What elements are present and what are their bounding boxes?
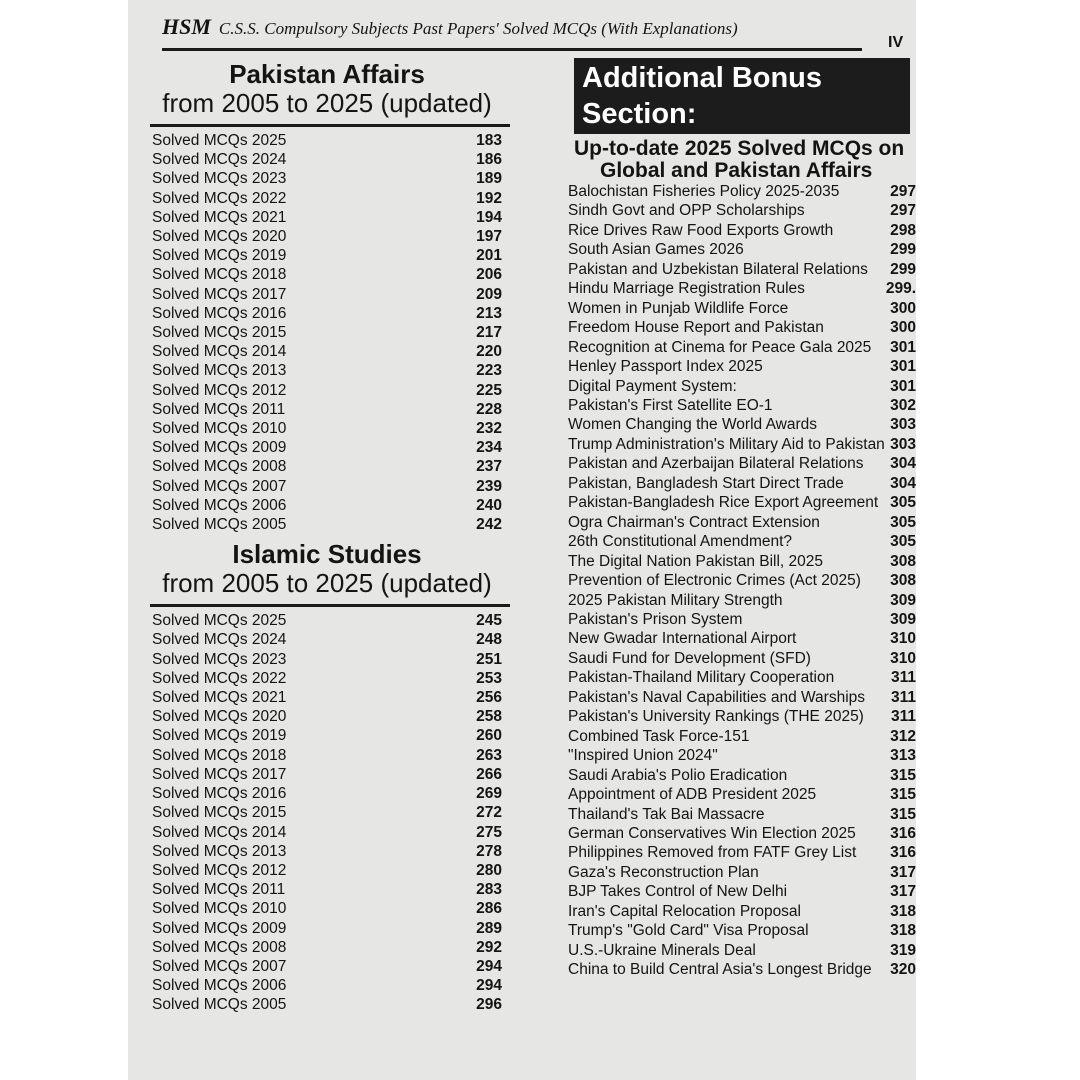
toc-entry-page: 286 <box>476 900 502 918</box>
toc-entry-label: Digital Payment System: <box>568 377 737 395</box>
toc-entry <box>560 824 916 843</box>
toc-entry <box>142 400 502 419</box>
toc-entry <box>142 688 502 707</box>
toc-entry <box>560 532 916 551</box>
toc-entry-page: 209 <box>476 285 502 303</box>
toc-entry <box>142 265 502 284</box>
toc-entry <box>560 201 916 220</box>
toc-entry-label: "Inspired Union 2024" <box>568 747 718 765</box>
toc-entry-page: 189 <box>476 170 502 188</box>
toc-entry <box>560 921 916 940</box>
toc-entry-page: 315 <box>890 805 916 823</box>
toc-entry-page: 237 <box>476 458 502 476</box>
toc-entry-label: New Gwadar International Airport <box>568 630 797 648</box>
toc-entry <box>142 285 502 304</box>
toc-entry-page: 305 <box>890 513 916 531</box>
bonus-subtitle-line2: Global and Pakistan Affairs <box>600 159 873 182</box>
toc-entry <box>142 803 502 822</box>
toc-entry-page: 304 <box>890 455 916 473</box>
toc-entry <box>560 785 916 804</box>
toc-entry <box>560 805 916 824</box>
toc-entry-label: Solved MCQs 2022 <box>152 669 287 687</box>
toc-entry-label: Solved MCQs 2017 <box>152 285 287 303</box>
toc-entry <box>560 688 916 707</box>
toc-entry <box>560 377 916 396</box>
toc-entry-label: U.S.-Ukraine Minerals Deal <box>568 941 756 959</box>
toc-entry-label: Solved MCQs 2008 <box>152 938 287 956</box>
toc-entry-label: Pakistan's Naval Capabilities and Warships <box>568 688 866 706</box>
toc-entry <box>560 338 916 357</box>
toc-entry <box>142 246 502 265</box>
toc-entry <box>560 221 916 240</box>
toc-entry <box>142 669 502 688</box>
toc-entry-label: Philippines Removed from FATF Grey List <box>568 844 857 862</box>
toc-entry <box>560 843 916 862</box>
toc-entry-page: 242 <box>476 516 502 534</box>
toc-entry-label: Freedom House Report and Pakistan <box>568 319 824 337</box>
toc-entry-label: Saudi Arabia's Polio Eradication <box>568 766 788 784</box>
toc-entry-page: 217 <box>476 324 502 342</box>
toc-entry-label: Solved MCQs 2007 <box>152 957 287 975</box>
toc-entry-page: 315 <box>890 766 916 784</box>
toc-entry-page: 312 <box>890 727 916 745</box>
toc-entry-label: BJP Takes Control of New Delhi <box>568 883 788 901</box>
brand-name: HSM <box>162 14 211 39</box>
toc-entry-page: 183 <box>476 132 502 149</box>
toc-entry <box>142 419 502 438</box>
toc-entry-label: Solved MCQs 2005 <box>152 996 287 1014</box>
pakistan-affairs-list <box>142 131 512 534</box>
book-page <box>128 0 916 1080</box>
toc-entry-label: Pakistan's Prison System <box>568 610 743 628</box>
toc-entry-page: 305 <box>890 533 916 551</box>
toc-entry-page: 308 <box>890 572 916 590</box>
toc-entry <box>560 435 916 454</box>
toc-entry-label: Solved MCQs 2016 <box>152 785 287 803</box>
toc-entry-label: Appointment of ADB President 2025 <box>568 786 817 804</box>
toc-entry <box>560 182 916 201</box>
islamic-studies-list <box>142 611 512 1014</box>
toc-entry <box>560 668 916 687</box>
toc-entry-label: Solved MCQs 2019 <box>152 247 287 265</box>
toc-entry <box>560 279 916 298</box>
toc-entry-page: 294 <box>476 977 502 995</box>
toc-entry-label: Solved MCQs 2020 <box>152 708 287 726</box>
toc-entry-label: Trump Administration's Military Aid to Pakistan <box>568 435 885 453</box>
toc-entry-page: 309 <box>890 610 916 628</box>
toc-entry-label: Solved MCQs 2009 <box>152 919 287 937</box>
toc-entry <box>142 823 502 842</box>
toc-entry-label: Solved MCQs 2011 <box>152 881 286 899</box>
toc-entry <box>560 707 916 726</box>
toc-entry-label: Solved MCQs 2005 <box>152 516 287 534</box>
islamic-studies-subtitle: from 2005 to 2025 (updated) <box>162 568 492 599</box>
toc-entry <box>142 208 502 227</box>
toc-entry-label: Women Changing the World Awards <box>568 416 817 434</box>
toc-entry-label: Solved MCQs 2008 <box>152 458 287 476</box>
toc-entry-label: Solved MCQs 2015 <box>152 804 287 822</box>
toc-entry-label: German Conservatives Win Election 2025 <box>568 824 856 842</box>
toc-entry-page: 240 <box>476 496 502 514</box>
toc-entry <box>560 357 916 376</box>
toc-entry <box>142 938 502 957</box>
toc-entry-page: 316 <box>890 844 916 862</box>
toc-entry <box>142 342 502 361</box>
toc-entry <box>142 861 502 880</box>
toc-entry <box>560 240 916 259</box>
toc-entry-page: 197 <box>476 228 502 246</box>
toc-entry-page: 253 <box>476 669 502 687</box>
toc-entry-label: Henley Passport Index 2025 <box>568 358 763 376</box>
toc-entry <box>142 227 502 246</box>
toc-entry-page: 303 <box>890 416 916 434</box>
toc-entry-label: Solved MCQs 2014 <box>152 343 287 361</box>
toc-entry-label: 26th Constitutional Amendment? <box>568 533 793 551</box>
toc-entry <box>142 957 502 976</box>
toc-entry <box>142 919 502 938</box>
toc-entry-label: Solved MCQs 2021 <box>152 208 287 226</box>
toc-entry-label: Recognition at Cinema for Peace Gala 2025 <box>568 338 872 356</box>
toc-entry <box>142 899 502 918</box>
toc-entry <box>560 766 916 785</box>
toc-entry <box>560 299 916 318</box>
toc-entry-page: 302 <box>890 396 916 414</box>
toc-entry <box>560 863 916 882</box>
toc-entry <box>560 415 916 434</box>
toc-entry <box>142 323 502 342</box>
toc-entry-page: 319 <box>890 941 916 959</box>
toc-entry-page: 260 <box>476 727 502 745</box>
toc-entry-label: Solved MCQs 2010 <box>152 420 287 438</box>
toc-entry-page: 316 <box>890 824 916 842</box>
toc-entry-label: Women in Punjab Wildlife Force <box>568 299 789 317</box>
right-column <box>560 58 916 980</box>
toc-entry-label: Solved MCQs 2019 <box>152 727 287 745</box>
toc-entry-page: 251 <box>476 650 502 668</box>
toc-entry-page: 256 <box>476 689 502 707</box>
toc-entry-page: 269 <box>476 785 502 803</box>
toc-entry <box>142 496 502 515</box>
toc-entry-label: Solved MCQs 2023 <box>152 650 287 668</box>
toc-entry-page: 201 <box>476 247 502 265</box>
bonus-subtitle-line1: Up-to-date 2025 Solved MCQs on <box>574 137 905 160</box>
toc-entry-page: 317 <box>890 883 916 901</box>
toc-entry-page: 310 <box>890 630 916 648</box>
toc-entry-label: 2025 Pakistan Military Strength <box>568 591 783 609</box>
toc-entry-page: 301 <box>890 338 916 356</box>
toc-entry-page: 311 <box>890 688 916 706</box>
toc-entry-label: Solved MCQs 2010 <box>152 900 287 918</box>
toc-entry-label: Pakistan's First Satellite EO-1 <box>568 396 773 414</box>
toc-entry <box>560 882 916 901</box>
toc-entry <box>560 960 916 979</box>
toc-entry-page: 283 <box>476 881 502 899</box>
toc-entry <box>560 454 916 473</box>
toc-entry <box>142 361 502 380</box>
toc-entry-label: Solved MCQs 2022 <box>152 189 287 207</box>
toc-entry-page: 300 <box>890 299 916 317</box>
toc-entry-page: 299 <box>890 241 916 259</box>
toc-entry-label: Solved MCQs 2024 <box>152 631 287 649</box>
toc-entry-page: 298 <box>890 221 916 239</box>
toc-entry-page: 299. <box>885 280 916 298</box>
toc-entry <box>142 515 502 534</box>
toc-entry-page: 272 <box>476 804 502 822</box>
toc-entry-page: 300 <box>890 319 916 337</box>
toc-entry-page: 309 <box>890 591 916 609</box>
toc-entry-label: Combined Task Force-151 <box>568 727 750 745</box>
toc-entry-page: 313 <box>890 747 916 765</box>
toc-entry-label: Solved MCQs 2018 <box>152 746 287 764</box>
toc-entry-label: Solved MCQs 2023 <box>152 170 287 188</box>
toc-entry-label: Iran's Capital Relocation Proposal <box>568 902 801 920</box>
toc-entry-label: Sindh Govt and OPP Scholarships <box>568 202 805 220</box>
toc-entry-label: Solved MCQs 2020 <box>152 228 287 246</box>
toc-entry-page: 294 <box>476 957 502 975</box>
pakistan-affairs-subtitle: from 2005 to 2025 (updated) <box>162 88 492 118</box>
toc-entry-label: South Asian Games 2026 <box>568 241 744 259</box>
toc-entry-label: Solved MCQs 2014 <box>152 823 287 841</box>
toc-entry <box>142 438 502 457</box>
toc-entry-label: Solved MCQs 2006 <box>152 977 287 995</box>
toc-entry-label: Balochistan Fisheries Policy 2025-2035 <box>568 183 840 200</box>
toc-entry-page: 275 <box>476 823 502 841</box>
toc-entry-page: 232 <box>476 420 502 438</box>
toc-entry-page: 225 <box>476 381 502 399</box>
toc-entry-label: Solved MCQs 2011 <box>152 400 286 418</box>
islamic-studies-title: Islamic Studies <box>232 539 422 570</box>
left-column <box>142 60 512 1015</box>
toc-entry-page: 192 <box>476 189 502 207</box>
toc-entry-page: 228 <box>476 400 502 418</box>
toc-entry-page: 289 <box>476 919 502 937</box>
toc-entry <box>560 474 916 493</box>
toc-entry-label: Solved MCQs 2006 <box>152 496 287 514</box>
toc-entry <box>142 995 502 1014</box>
toc-entry-label: China to Build Central Asia's Longest Bridge <box>568 961 872 979</box>
toc-entry <box>142 477 502 496</box>
toc-entry <box>560 396 916 415</box>
toc-entry-label: Pakistan and Uzbekistan Bilateral Relations <box>568 260 868 278</box>
toc-entry <box>560 902 916 921</box>
toc-entry-label: Trump's "Gold Card" Visa Proposal <box>568 922 809 940</box>
toc-entry-label: Pakistan, Bangladesh Start Direct Trade <box>568 474 844 492</box>
toc-entry-page: 317 <box>890 863 916 881</box>
toc-entry-page: 315 <box>890 786 916 804</box>
toc-entry <box>560 941 916 960</box>
bonus-list <box>560 182 916 980</box>
toc-entry <box>142 842 502 861</box>
toc-entry-page: 301 <box>890 358 916 376</box>
toc-entry <box>142 784 502 803</box>
toc-entry-label: Pakistan-Bangladesh Rice Export Agreement <box>568 494 879 512</box>
toc-entry-page: 308 <box>890 552 916 570</box>
toc-entry <box>560 727 916 746</box>
toc-entry <box>560 629 916 648</box>
toc-entry-page: 305 <box>890 494 916 512</box>
toc-entry-page: 299 <box>890 260 916 278</box>
toc-entry-label: Solved MCQs 2015 <box>152 324 287 342</box>
toc-entry <box>560 318 916 337</box>
toc-entry-page: 234 <box>476 439 502 457</box>
toc-entry-label: Solved MCQs 2012 <box>152 381 287 399</box>
toc-entry-label: Solved MCQs 2018 <box>152 266 287 284</box>
toc-entry <box>560 746 916 765</box>
toc-entry <box>560 552 916 571</box>
toc-entry-label: Solved MCQs 2013 <box>152 362 287 380</box>
toc-entry-page: 311 <box>890 669 916 687</box>
toc-entry-page: 318 <box>890 902 916 920</box>
toc-entry-label: Pakistan and Azerbaijan Bilateral Relations <box>568 455 864 473</box>
toc-entry-label: Solved MCQs 2024 <box>152 151 287 169</box>
toc-entry-page: 258 <box>476 708 502 726</box>
toc-entry-page: 220 <box>476 343 502 361</box>
toc-entry-label: Solved MCQs 2021 <box>152 689 287 707</box>
toc-entry-page: 303 <box>890 435 916 453</box>
toc-entry-label: Solved MCQs 2025 <box>152 612 287 630</box>
toc-entry <box>142 457 502 476</box>
toc-entry-page: 318 <box>890 922 916 940</box>
toc-entry-page: 311 <box>890 708 916 726</box>
toc-entry <box>560 260 916 279</box>
toc-entry <box>142 131 502 150</box>
toc-entry-label: Solved MCQs 2017 <box>152 765 287 783</box>
toc-entry-page: 297 <box>890 202 916 220</box>
toc-entry-page: 206 <box>476 266 502 284</box>
toc-entry <box>560 591 916 610</box>
toc-entry-label: Solved MCQs 2012 <box>152 861 287 879</box>
toc-entry <box>560 513 916 532</box>
toc-entry-page: 213 <box>476 304 502 322</box>
toc-entry-label: Solved MCQs 2009 <box>152 439 287 457</box>
toc-entry-label: Gaza's Reconstruction Plan <box>568 863 759 881</box>
toc-entry-label: Pakistan's University Rankings (THE 2025) <box>568 708 864 726</box>
toc-entry-label: Hindu Marriage Registration Rules <box>568 280 805 298</box>
toc-entry <box>560 610 916 629</box>
toc-entry <box>142 169 502 188</box>
page-number: IV <box>888 34 904 51</box>
toc-entry <box>142 304 502 323</box>
section-rule <box>150 124 510 127</box>
toc-entry-label: The Digital Nation Pakistan Bill, 2025 <box>568 552 824 570</box>
toc-entry <box>142 650 502 669</box>
toc-entry-label: Solved MCQs 2025 <box>152 132 287 149</box>
section-rule <box>150 604 510 607</box>
toc-entry-page: 320 <box>890 961 916 979</box>
toc-entry-label: Rice Drives Raw Food Exports Growth <box>568 221 834 239</box>
toc-entry-page: 245 <box>476 612 502 630</box>
toc-entry <box>560 493 916 512</box>
toc-entry-page: 223 <box>476 362 502 380</box>
toc-entry-label: Thailand's Tak Bai Massacre <box>568 805 765 823</box>
bonus-section-title: Additional Bonus Section: <box>574 58 910 134</box>
toc-entry-page: 266 <box>476 765 502 783</box>
toc-entry <box>142 976 502 995</box>
toc-entry <box>560 571 916 590</box>
toc-entry <box>142 765 502 784</box>
toc-entry-page: 310 <box>890 649 916 667</box>
toc-entry-page: 297 <box>890 183 916 200</box>
toc-entry <box>142 707 502 726</box>
toc-entry-page: 304 <box>890 474 916 492</box>
toc-entry <box>142 726 502 745</box>
header-title: C.S.S. Compulsory Subjects Past Papers' Solved MCQs (With Explanations) <box>218 19 738 38</box>
pakistan-affairs-title: Pakistan Affairs <box>229 59 425 89</box>
toc-entry-page: 278 <box>476 842 502 860</box>
toc-entry-label: Solved MCQs 2016 <box>152 304 287 322</box>
toc-entry-page: 296 <box>476 996 502 1014</box>
toc-entry <box>142 611 502 630</box>
toc-entry-label: Ogra Chairman's Contract Extension <box>568 513 820 531</box>
toc-entry <box>142 880 502 899</box>
toc-entry <box>142 630 502 649</box>
toc-entry-page: 292 <box>476 938 502 956</box>
toc-entry <box>142 189 502 208</box>
toc-entry-page: 280 <box>476 861 502 879</box>
toc-entry-page: 239 <box>476 477 502 495</box>
toc-entry-label: Pakistan-Thailand Military Cooperation <box>568 669 835 687</box>
toc-entry-page: 263 <box>476 746 502 764</box>
toc-entry-page: 186 <box>476 151 502 169</box>
toc-entry-label: Solved MCQs 2007 <box>152 477 287 495</box>
toc-entry <box>142 746 502 765</box>
toc-entry-label: Solved MCQs 2013 <box>152 842 287 860</box>
running-header <box>162 14 862 51</box>
toc-entry <box>142 381 502 400</box>
toc-entry-label: Prevention of Electronic Crimes (Act 2025) <box>568 572 861 590</box>
toc-entry-page: 301 <box>890 377 916 395</box>
toc-entry-label: Saudi Fund for Development (SFD) <box>568 649 811 667</box>
toc-entry-page: 248 <box>476 631 502 649</box>
toc-entry-page: 194 <box>476 208 502 226</box>
toc-entry <box>142 150 502 169</box>
toc-entry <box>560 649 916 668</box>
